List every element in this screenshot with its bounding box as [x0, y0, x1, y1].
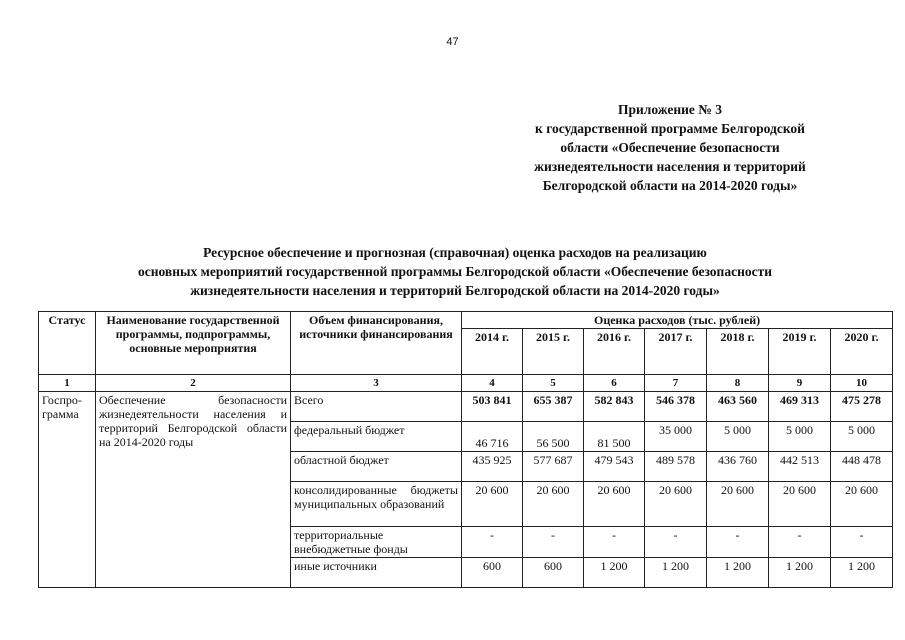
- value-cell: 442 513: [769, 452, 831, 482]
- value-cell: 20 600: [645, 482, 707, 527]
- value-cell: 20 600: [523, 482, 584, 527]
- value-cell: -: [584, 527, 645, 558]
- value-cell: 448 478: [831, 452, 893, 482]
- column-number: 1: [39, 375, 96, 392]
- column-number: 2: [96, 375, 291, 392]
- appendix-line: Белгородской области на 2014-2020 годы»: [542, 178, 798, 193]
- value-cell: -: [769, 527, 831, 558]
- value-cell: 600: [462, 558, 523, 588]
- column-number-row: [39, 375, 893, 392]
- source-cell: Всего: [291, 392, 462, 422]
- value-cell: 20 600: [769, 482, 831, 527]
- appendix-line: жизнедеятельности населения и территорий: [534, 159, 806, 174]
- column-number: 6: [584, 375, 645, 392]
- value-cell: 1 200: [769, 558, 831, 588]
- column-number: 5: [523, 375, 584, 392]
- value-cell: 81 500: [584, 422, 645, 452]
- page-number: 47: [446, 36, 459, 48]
- value-cell: 546 378: [645, 392, 707, 422]
- header-year: 2015 г.: [523, 329, 584, 375]
- appendix-line: Приложение № 3: [618, 102, 722, 117]
- header-source: Объем финансирования, источники финансирования: [291, 312, 462, 375]
- value-cell: 600: [523, 558, 584, 588]
- status-cell: Госпро-грамма: [39, 392, 96, 588]
- source-cell: областной бюджет: [291, 452, 462, 482]
- appendix-heading: [500, 100, 840, 195]
- value-cell: 20 600: [831, 482, 893, 527]
- value-cell: 1 200: [707, 558, 769, 588]
- header-status: Статус: [39, 312, 96, 375]
- column-number: 9: [769, 375, 831, 392]
- value-cell: 582 843: [584, 392, 645, 422]
- column-number: 8: [707, 375, 769, 392]
- header-year: 2017 г.: [645, 329, 707, 375]
- title-line: основных мероприятий государственной программы Белгородской области «Обеспечение безопасности: [137, 264, 773, 279]
- value-cell: -: [707, 527, 769, 558]
- value-cell: 56 500: [523, 422, 584, 452]
- value-cell: 20 600: [707, 482, 769, 527]
- value-cell: 436 760: [707, 452, 769, 482]
- source-cell: федеральный бюджет: [291, 422, 462, 452]
- column-number: 3: [291, 375, 462, 392]
- value-cell: 1 200: [831, 558, 893, 588]
- value-cell: 469 313: [769, 392, 831, 422]
- value-cell: 463 560: [707, 392, 769, 422]
- value-cell: 475 278: [831, 392, 893, 422]
- value-cell: 489 578: [645, 452, 707, 482]
- appendix-line: области «Обеспечение безопасности: [560, 140, 780, 155]
- value-cell: 20 600: [584, 482, 645, 527]
- value-cell: 5 000: [769, 422, 831, 452]
- value-cell: 5 000: [831, 422, 893, 452]
- value-cell: 655 387: [523, 392, 584, 422]
- appendix-line: к государственной программе Белгородской: [535, 121, 805, 136]
- header-year: 2014 г.: [462, 329, 523, 375]
- source-cell: иные источники: [291, 558, 462, 588]
- value-cell: -: [831, 527, 893, 558]
- value-cell: 5 000: [707, 422, 769, 452]
- header-estimate: Оценка расходов (тыс. рублей): [462, 312, 893, 329]
- value-cell: -: [523, 527, 584, 558]
- header-name: Наименование государственной программы, подпрограммы, основные мероприятия: [96, 312, 291, 375]
- title-line: жизнедеятельности населения и территорий Белгородской области на 2014-2020 годы»: [190, 283, 720, 298]
- table-row: [39, 392, 893, 422]
- header-year: 2019 г.: [769, 329, 831, 375]
- value-cell: 20 600: [462, 482, 523, 527]
- value-cell: 1 200: [584, 558, 645, 588]
- header-year: 2018 г.: [707, 329, 769, 375]
- value-cell: -: [645, 527, 707, 558]
- column-number: 4: [462, 375, 523, 392]
- value-cell: 35 000: [645, 422, 707, 452]
- value-cell: 46 716: [462, 422, 523, 452]
- value-cell: 435 925: [462, 452, 523, 482]
- header-year: 2016 г.: [584, 329, 645, 375]
- title-line: Ресурсное обеспечение и прогнозная (справочная) оценка расходов на реализацию: [203, 245, 707, 260]
- document-title: [60, 243, 850, 300]
- header-year: 2020 г.: [831, 329, 893, 375]
- column-number: 7: [645, 375, 707, 392]
- value-cell: 503 841: [462, 392, 523, 422]
- value-cell: -: [462, 527, 523, 558]
- value-cell: 479 543: [584, 452, 645, 482]
- value-cell: 577 687: [523, 452, 584, 482]
- source-cell: территориальные внебюджетные фонды: [291, 527, 462, 558]
- program-name-cell: Обеспечение безопасности жизнедеятельности населения и территорий Белгородской области на 2014-2020 годы: [96, 392, 291, 588]
- source-cell: консолидированные бюджеты муниципальных образований: [291, 482, 462, 527]
- budget-table: [38, 311, 893, 588]
- value-cell: 1 200: [645, 558, 707, 588]
- column-number: 10: [831, 375, 893, 392]
